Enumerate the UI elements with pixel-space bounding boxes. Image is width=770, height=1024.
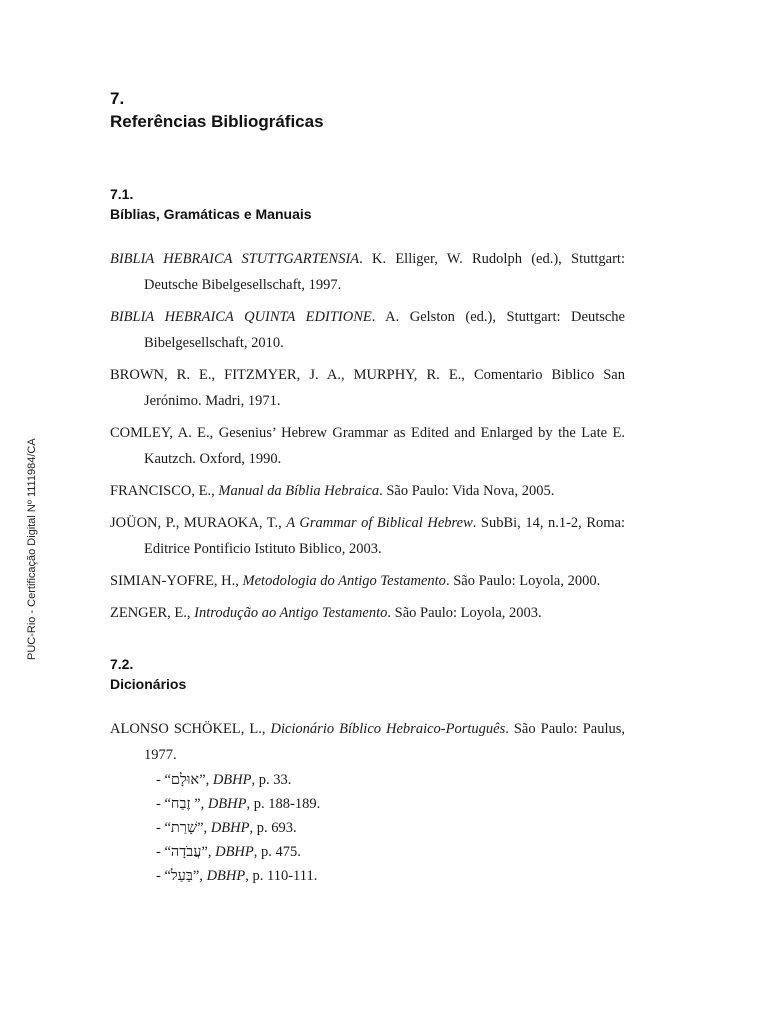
reference-title: Introdução ao Antigo Testamento [194,605,388,621]
dictionary-subentry [110,864,625,888]
reference-text: JOÜON, P., MURAOKA, T., [110,515,287,531]
reference-title: Dicionário Bíblico Hebraico-Português [270,721,506,737]
page-ref: , p. 693. [249,820,297,836]
reference-details: . São Paulo: Paulus, 1977. [144,721,625,763]
reference-title: BIBLIA HEBRAICA QUINTA EDITIONE [110,309,372,325]
hebrew-term: אוּלָם [170,772,200,788]
section-dictionaries [110,654,625,888]
reference-title: BIBLIA HEBRAICA STUTTGARTENSIA [110,251,360,267]
page-ref: , p. 188-189. [246,796,321,812]
subentry-sep: ”, [199,772,213,788]
dictionary-abbrev: DBHP [212,772,252,788]
dictionary-abbrev: DBHP [206,868,246,884]
dictionary-abbrev: DBHP [210,820,250,836]
hebrew-term: עֲבֹדָה [170,844,202,860]
subentry-sep: ”, [197,820,211,836]
reference-title: Metodologia do Antigo Testamento [242,573,446,589]
dictionary-subentry [110,792,625,816]
dictionary-abbrev: DBHP [215,844,254,860]
hebrew-term: זֶבַח [170,796,191,812]
hebrew-term: שָׁרַת [170,820,198,836]
subentry-prefix: - “ [156,820,171,836]
subentry-prefix: - “ [156,868,171,884]
section-number: 7.1. [110,186,134,202]
reference-title: A Grammar of Biblical Hebrew [286,515,473,531]
chapter-number: 7. [110,89,125,108]
reference-entry [110,510,625,562]
section-title: Dicionários [110,676,187,692]
page-ref: , p. 475. [253,844,301,860]
page-ref: , p. 33. [251,772,292,788]
reference-entry [110,568,625,594]
reference-text: BROWN, R. E., FITZMYER, J. A., MURPHY, R. E., Comentario Biblico San Jerónimo. Madri, 1971. [110,367,625,409]
reference-text: FRANCISCO, E., [110,483,219,499]
reference-text: ZENGER, E., [110,605,195,621]
reference-entry [110,478,625,504]
reference-entry [110,716,625,768]
reference-entry [110,600,625,626]
chapter-title: Referências Bibliográficas [110,112,324,131]
section-bibles-grammars [110,184,625,626]
section-title: Bíblias, Gramáticas e Manuais [110,206,312,222]
reference-entry [110,246,625,298]
reference-details: . São Paulo: Loyola, 2003. [387,605,542,621]
page-content [110,88,625,888]
page-ref: , p. 110-111. [245,868,318,884]
reference-text: ALONSO SCHÖKEL, L., [110,721,271,737]
subentry-prefix: - “ [156,844,171,860]
certification-side-note: PUC-Rio - Certificação Digital Nº 1111984/CA [26,438,38,660]
reference-entry [110,362,625,414]
reference-details: . São Paulo: Vida Nova, 2005. [379,483,555,499]
reference-details: . K. Elliger, W. Rudolph (ed.), Stuttgart: Deutsche Bibelgesellschaft, 1997. [144,251,625,293]
reference-details: . A. Gelston (ed.), Stuttgart: Deutsche Bibelgesellschaft, 2010. [144,309,625,351]
reference-entry [110,420,625,472]
hebrew-term: בַּעַל [170,868,193,884]
dictionary-subentry [110,816,625,840]
subentry-sep: ”, [192,868,207,884]
reference-entry [110,304,625,356]
dictionary-abbrev: DBHP [207,796,247,812]
subentry-prefix: - “ [156,796,171,812]
subentry-prefix: - “ [156,772,171,788]
reference-details: . São Paulo: Loyola, 2000. [445,573,601,589]
subentry-sep: ”, [201,844,216,860]
dictionary-subentry [110,840,625,864]
section-number: 7.2. [110,656,134,672]
subentry-sep: ”, [190,796,208,812]
reference-title: Manual da Bíblia Hebraica [218,483,380,499]
reference-text: SIMIAN-YOFRE, H., [110,573,243,589]
reference-details: . SubBi, 14, n.1-2, Roma: Editrice Pontificio Istituto Biblico, 2003. [144,515,625,557]
reference-text: COMLEY, A. E., Gesenius’ Hebrew Grammar as Edited and Enlarged by the Late E. Kautzch. Oxford, 1990. [110,425,625,467]
dictionary-subentry [110,768,625,792]
